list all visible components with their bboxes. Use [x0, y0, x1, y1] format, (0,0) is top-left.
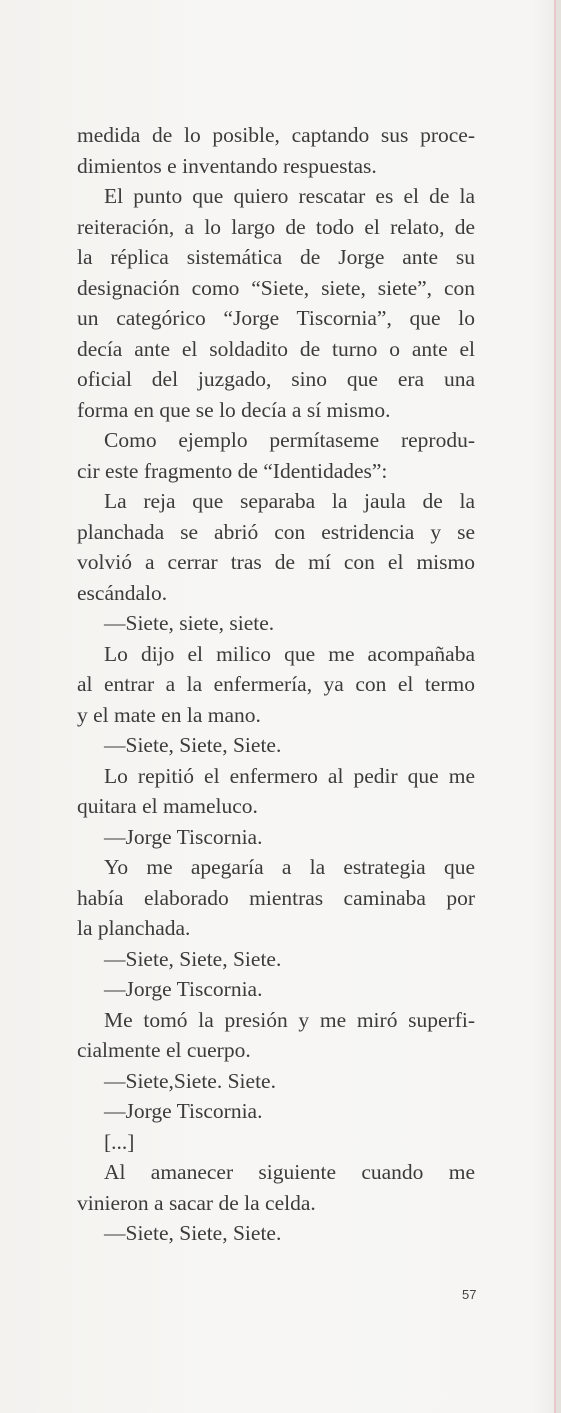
text-line: —Jorge Tiscornia.	[104, 1099, 263, 1123]
text-line: cialmente el cuerpo.	[77, 1038, 251, 1062]
text-line: Al amanecer siguiente cuando me	[104, 1160, 475, 1184]
text-line: quitara el mameluco.	[77, 794, 258, 818]
text-line: Lo dijo el milico que me acompañaba	[104, 641, 475, 666]
text-line: medida de lo posible, captando sus proce-	[77, 123, 475, 147]
text-line: al entrar a la enfermería, ya con el termo	[77, 672, 475, 696]
page-edge-shade	[556, 0, 561, 1413]
text-line: El punto que quiero rescatar es el de la	[104, 184, 475, 208]
text-line: escándalo.	[77, 580, 168, 605]
text-line: —Siete, Siete, Siete.	[104, 946, 282, 971]
text-line: —Siete,Siete. Siete.	[104, 1068, 276, 1093]
text-line: había elaborado mientras caminaba por	[77, 885, 475, 910]
text-line: —Siete, siete, siete.	[104, 611, 275, 635]
text-line: forma en que se lo decía a sí mismo.	[77, 397, 391, 422]
text-line: Lo repitió el enfermero al pedir que me	[104, 763, 475, 788]
text-line: —Jorge Tiscornia.	[104, 977, 263, 1001]
body-text	[77, 120, 475, 1249]
text-line: —Siete, Siete, Siete.	[104, 733, 282, 757]
text-line: un categórico “Jorge Tiscornia”, que lo	[77, 306, 475, 330]
text-line: Me tomó la presión y me miró superfi-	[104, 1007, 475, 1032]
page-number: 57	[462, 1287, 477, 1302]
text-line: la planchada.	[77, 916, 191, 940]
text-line: dimientos e inventando respuestas.	[77, 153, 377, 178]
text-line: Como ejemplo permítaseme reprodu-	[104, 428, 475, 452]
text-line: designación como “Siete, siete, siete”, con	[77, 275, 475, 300]
text-line: —Jorge Tiscornia.	[104, 824, 263, 849]
text-line: y el mate en la mano.	[77, 702, 261, 727]
text-line: La reja que separaba la jaula de la	[104, 489, 475, 513]
text-line: volvió a cerrar tras de mí con el mismo	[77, 550, 475, 574]
text-line: Yo me apegaría a la estrategia que	[104, 855, 475, 879]
text-line: planchada se abrió con estridencia y se	[77, 519, 475, 544]
text-line: —Siete, Siete, Siete.	[104, 1221, 282, 1245]
text-line: [...]	[104, 1129, 135, 1154]
text-line: oficial del juzgado, sino que era una	[77, 367, 475, 391]
text-line: vinieron a sacar de la celda.	[77, 1190, 316, 1215]
text-line: reiteración, a lo largo de todo el relato, de	[77, 214, 475, 239]
text-line: la réplica sistemática de Jorge ante su	[77, 245, 475, 269]
text-line: decía ante el soldadito de turno o ante el	[77, 336, 475, 361]
text-line: cir este fragmento de “Identidades”:	[77, 458, 388, 483]
